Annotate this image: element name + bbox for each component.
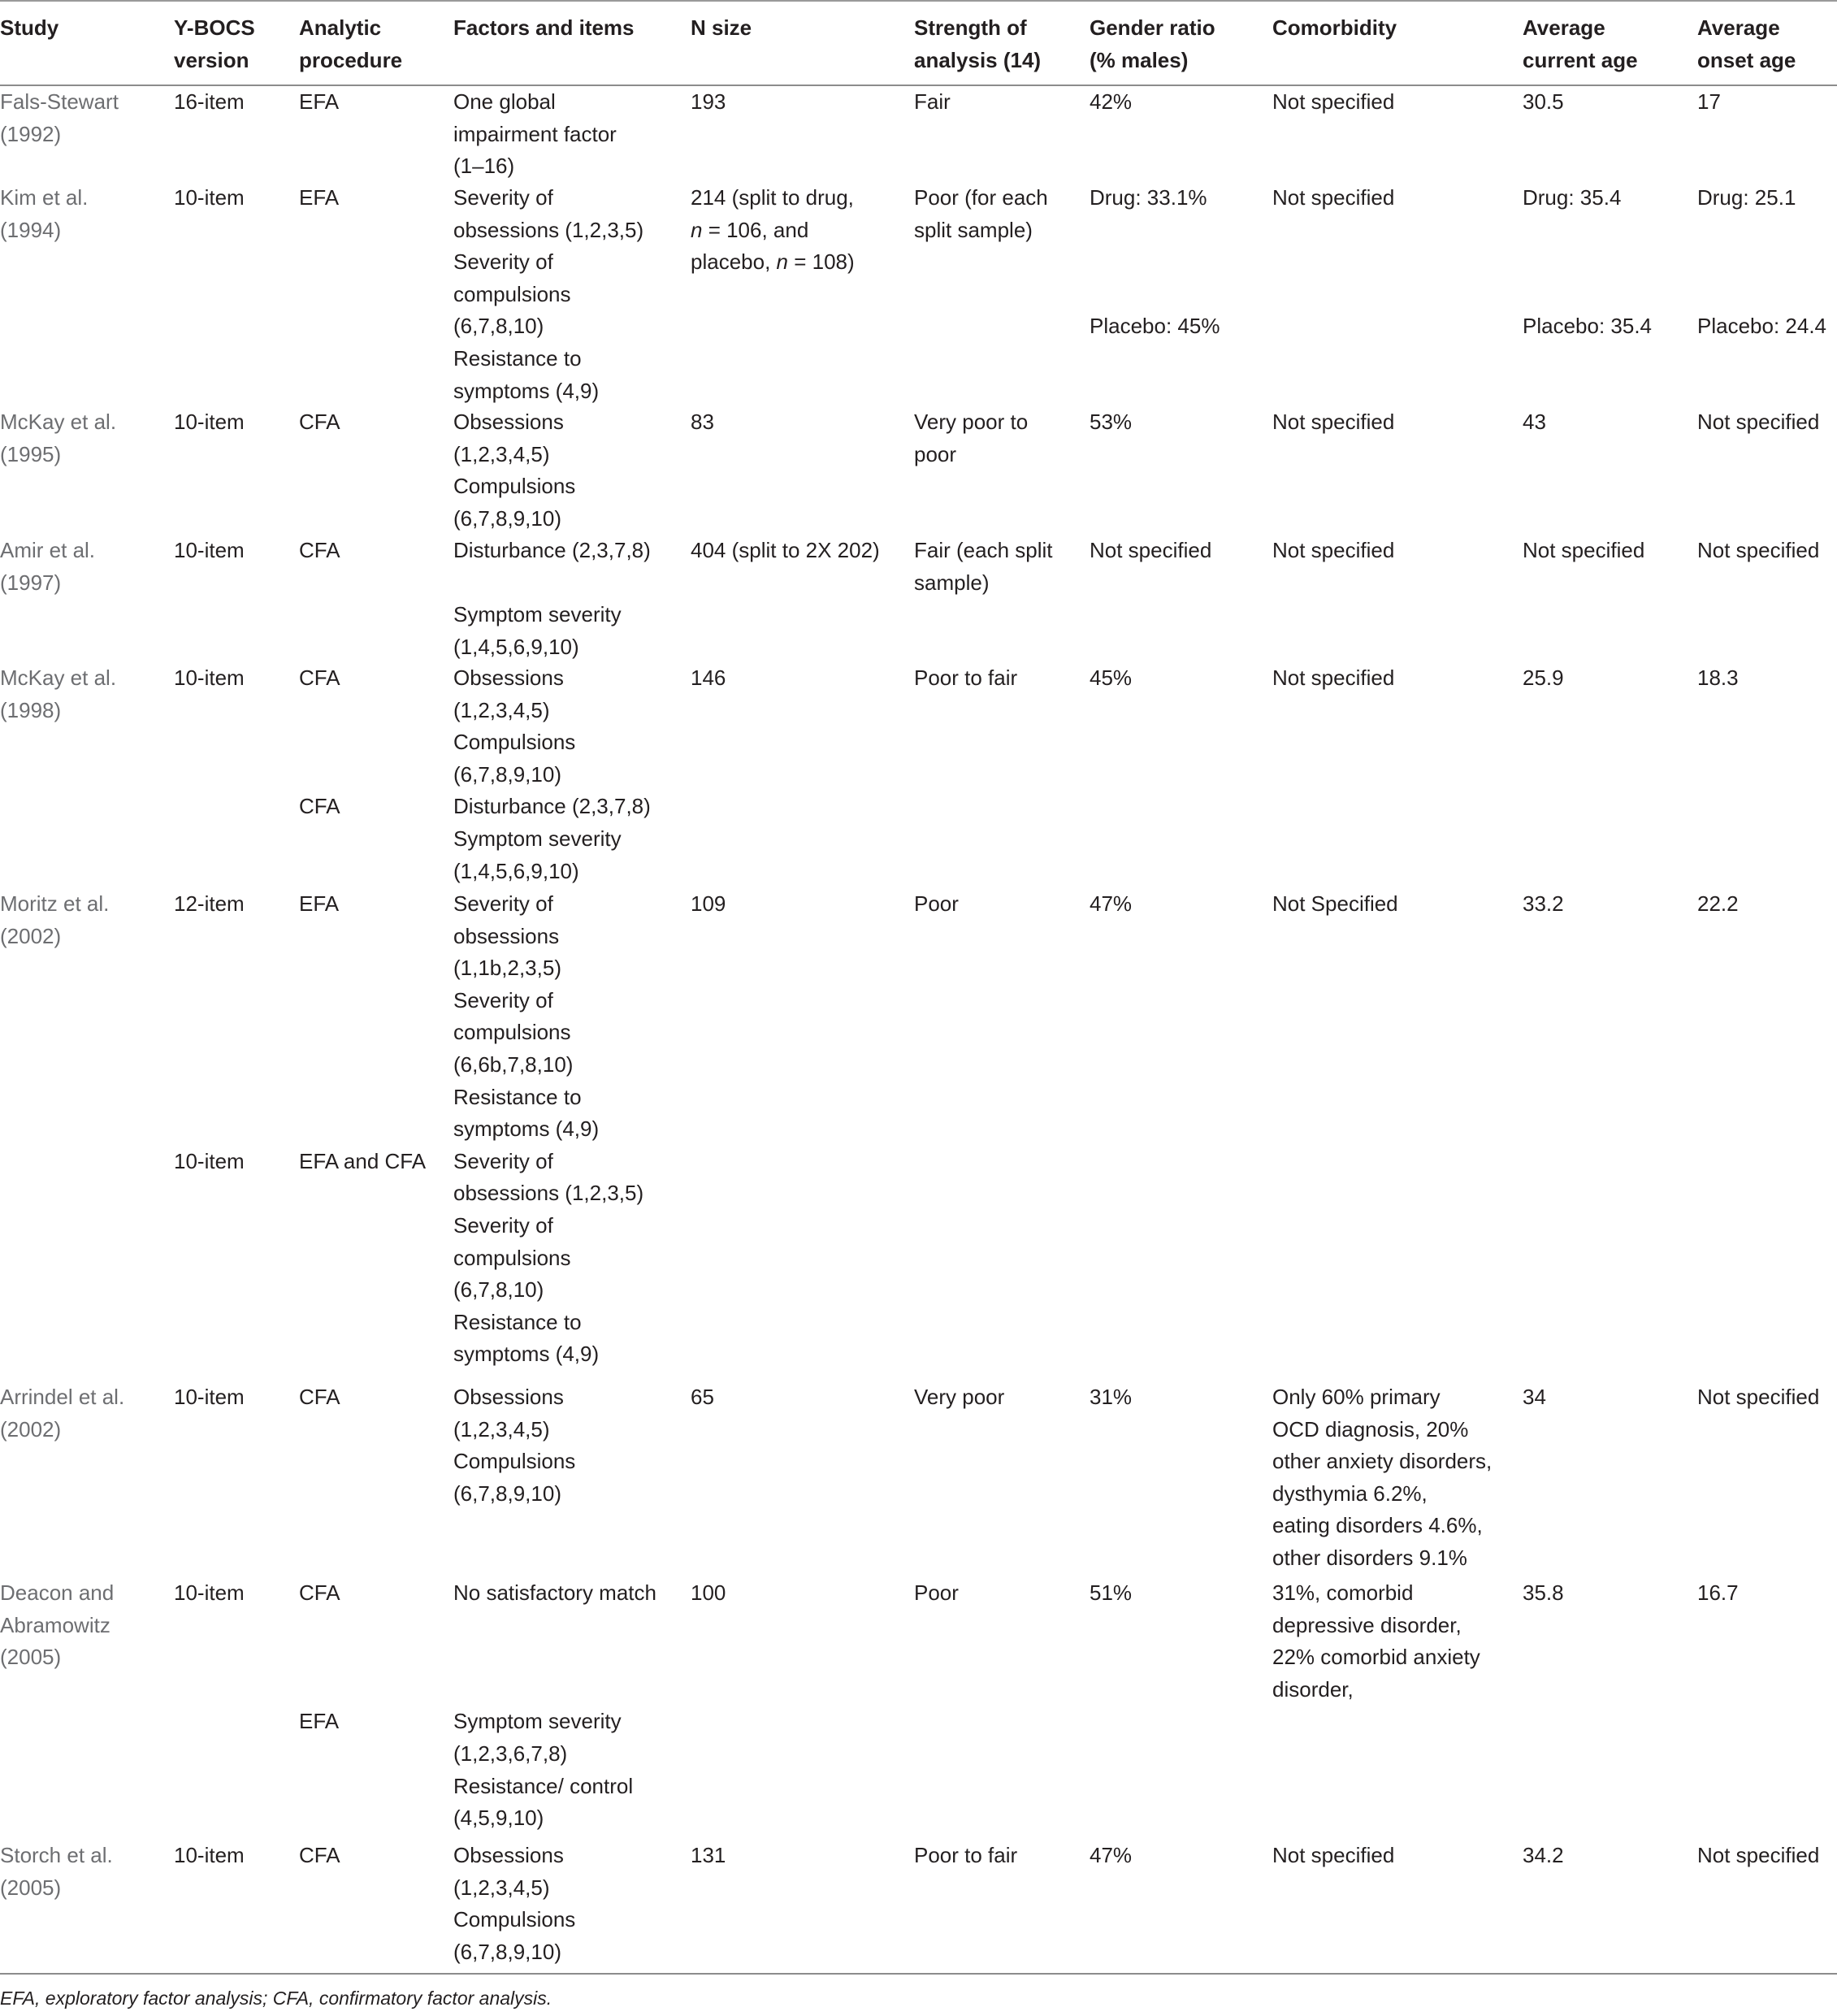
cell-analytic-procedure [299,662,340,695]
cell-line: Not specified [1272,185,1395,210]
cell-line: 42% [1090,89,1133,114]
cell-line: Symptom severity [453,826,622,851]
cell-line: EFA and CFA [299,1148,427,1173]
cell-line: other anxiety disorders, [1272,1449,1493,1474]
cell-line: symptoms (4,9) [453,1342,600,1367]
cell-line: 193 [691,89,726,114]
cell-strength [914,1577,959,1610]
cell-line: Kim et al. [0,185,89,210]
cell-line: (2005) [0,1875,62,1900]
cell-gender-ratio [1090,662,1132,695]
cell-line: (6,7,8,9,10) [453,1939,561,1964]
cell-strength [914,535,1053,599]
cell-line: Not specified [1697,538,1820,562]
header-current-age [1523,11,1638,76]
cell-line: 34 [1523,1385,1546,1409]
cell-line: Symptom severity [453,602,622,627]
header-ybocs-version [174,11,255,76]
cell-line: obsessions [453,923,560,948]
cell-line: Very poor to [914,410,1029,434]
cell-line: 34.2 [1523,1843,1564,1867]
cell-line: 146 [691,665,726,690]
header-line: procedure [299,48,403,72]
header-factors-items [453,11,635,44]
cell-line: (1,2,3,4,5) [453,441,550,466]
cell-current-age [1523,310,1652,343]
cell-analytic-procedure [299,1146,426,1178]
cell-line: CFA [299,410,340,434]
cell-line: Poor (for each [914,185,1048,210]
cell-comorbidity [1272,535,1394,567]
cell-line: compulsions [453,1020,571,1045]
cell-factors-items [453,1381,575,1510]
cell-n-size [691,182,855,279]
cell-n-size [691,535,880,567]
cell-line: 10-item [174,1580,245,1605]
cell-line: Obsessions [453,1843,564,1867]
cell-line: eating disorders 4.6%, [1272,1513,1483,1538]
cell-onset-age [1697,182,1796,215]
cell-line: Not specified [1272,538,1395,562]
cell-study [0,1840,113,1904]
cell-study [0,182,88,246]
cell-line: 65 [691,1385,714,1409]
cell-line: 10-item [174,665,245,690]
table-footnote: EFA, exploratory factor analysis; CFA, confirmatory factor analysis. [0,1988,552,2009]
cell-n-size [691,86,726,119]
cell-line: McKay et al. [0,410,117,434]
cell-line: CFA [299,1385,340,1409]
cell-factors-items [453,1577,656,1610]
header-study [0,11,58,44]
cell-line: Severity of [453,1148,553,1173]
cell-current-age [1523,662,1564,695]
cell-line: Amir et al. [0,538,96,562]
cell-factors-items [453,599,622,663]
cell-line: (1998) [0,697,62,722]
header-onset-age [1697,11,1796,76]
cell-line: Poor to fair [914,665,1018,690]
cell-line: (2002) [0,1416,62,1442]
cell-current-age [1523,1381,1546,1414]
cell-line: CFA [299,665,340,690]
cell-line: Poor [914,891,959,916]
cell-factors-items [453,1840,575,1968]
cell-line: Fair (each split [914,538,1053,562]
cell-analytic-procedure [299,535,340,567]
cell-line: Disturbance (2,3,7,8) [453,538,651,562]
cell-line: Not specified [1272,1843,1395,1867]
cell-line: Not specified [1697,410,1820,434]
cell-ybocs-version [174,1577,245,1610]
cell-line: Resistance to [453,1084,582,1109]
cell-line: Resistance to [453,1309,582,1334]
cell-factors-items [453,182,643,407]
table-top-rule [0,0,1837,2]
cell-n-size [691,1381,714,1414]
cell-study [0,406,116,470]
cell-line: 10-item [174,410,245,434]
cell-ybocs-version [174,182,245,215]
cell-current-age [1523,1577,1564,1610]
cell-gender-ratio [1090,1840,1132,1872]
cell-line: split sample) [914,217,1033,242]
cell-study [0,662,116,726]
cell-line: 10-item [174,1843,245,1867]
header-line: Gender ratio [1090,15,1215,40]
cell-gender-ratio [1090,406,1132,439]
cell-analytic-procedure [299,182,339,215]
cell-analytic-procedure [299,791,340,823]
cell-line: 10-item [174,185,245,210]
header-line: analysis (14) [914,48,1042,72]
cell-analytic-procedure [299,1577,340,1610]
cell-line: Deacon and [0,1580,115,1605]
cell-line: 16.7 [1697,1580,1739,1605]
cell-line: 43 [1523,410,1546,434]
header-line: (% males) [1090,48,1189,72]
cell-onset-age [1697,888,1739,921]
cell-ybocs-version [174,406,245,439]
header-line: Average [1523,15,1605,40]
cell-comorbidity [1272,1381,1492,1575]
cell-line: 16-item [174,89,245,114]
cell-line: 47% [1090,891,1133,916]
cell-line: symptoms (4,9) [453,378,600,403]
cell-line: (6,7,8,9,10) [453,1481,561,1506]
cell-gender-ratio [1090,182,1207,215]
header-line: onset age [1697,48,1796,72]
cell-line: 33.2 [1523,891,1564,916]
cell-analytic-procedure [299,1706,339,1738]
cell-comorbidity [1272,86,1394,119]
cell-ybocs-version [174,1381,245,1414]
cell-n-size [691,1840,726,1872]
header-line: Strength of [914,15,1027,40]
cell-gender-ratio [1090,310,1220,343]
cell-line: 30.5 [1523,89,1564,114]
cell-line: dysthymia 6.2%, [1272,1481,1428,1506]
cell-factors-items [453,662,575,791]
cell-line: 25.9 [1523,665,1564,690]
cell-line: Placebo: 35.4 [1523,314,1653,339]
cell-n-size [691,1577,726,1610]
header-line: N size [691,15,752,40]
cell-current-age [1523,406,1546,439]
header-line: Factors and items [453,15,635,40]
cell-line: n = 106, and [691,217,809,242]
cell-n-size [691,406,714,439]
cell-line: (1,2,3,4,5) [453,697,550,722]
cell-line: Disturbance (2,3,7,8) [453,794,651,819]
cell-line: Severity of [453,185,553,210]
cell-strength [914,888,959,921]
cell-strength [914,1381,1004,1414]
cell-line: 100 [691,1580,726,1605]
cell-line: (1997) [0,570,62,595]
header-line: current age [1523,48,1638,72]
header-comorbidity [1272,11,1397,44]
cell-line: 17 [1697,89,1721,114]
cell-line: Storch et al. [0,1843,113,1867]
cell-line: Severity of [453,1212,553,1238]
cell-onset-age [1697,406,1819,439]
header-gender-ratio [1090,11,1215,76]
cell-line: Not specified [1697,1843,1820,1867]
cell-line: 214 (split to drug, [691,185,854,210]
cell-analytic-procedure [299,1381,340,1414]
cell-current-age [1523,1840,1564,1872]
cell-line: (1,2,3,4,5) [453,1875,550,1900]
cell-comorbidity [1272,1577,1480,1706]
table-bottom-rule [0,1973,1837,1975]
cell-ybocs-version [174,535,245,567]
cell-line: 404 (split to 2X 202) [691,538,880,562]
cell-line: McKay et al. [0,665,117,690]
cell-current-age [1523,535,1644,567]
cell-line: EFA [299,89,340,114]
cell-ybocs-version [174,1146,245,1178]
cell-onset-age [1697,662,1739,695]
cell-line: Severity of [453,891,553,916]
cell-line: placebo, n = 108) [691,249,855,275]
cell-study [0,1577,114,1674]
cell-line: Very poor [914,1385,1005,1409]
cell-line: impairment factor [453,121,617,146]
cell-onset-age [1697,535,1819,567]
cell-line: Obsessions [453,1385,564,1409]
cell-line: 10-item [174,1148,245,1173]
cell-line: 47% [1090,1843,1133,1867]
cell-line: 22.2 [1697,891,1739,916]
cell-line: CFA [299,1843,340,1867]
cell-line: disorder, [1272,1676,1354,1702]
cell-line: (6,7,8,9,10) [453,761,561,787]
cell-line: Severity of [453,987,553,1012]
header-n-size [691,11,752,44]
cell-strength [914,662,1017,695]
cell-comorbidity [1272,888,1398,921]
cell-line: (4,5,9,10) [453,1806,544,1831]
cell-line: Not Specified [1272,891,1398,916]
cell-line: Only 60% primary [1272,1385,1441,1409]
cell-comorbidity [1272,406,1394,439]
cell-comorbidity [1272,662,1394,695]
cell-line: Symptom severity [453,1709,622,1734]
cell-factors-items [453,791,651,887]
variable-n: n [776,249,788,275]
cell-line: 131 [691,1843,726,1867]
cell-line: Abramowitz [0,1612,110,1637]
cell-line: Drug: 33.1% [1090,185,1207,210]
cell-ybocs-version [174,86,245,119]
cell-line: Not specified [1523,538,1645,562]
cell-line: Obsessions [453,665,564,690]
cell-n-size [691,662,726,695]
cell-line: 45% [1090,665,1133,690]
cell-line: obsessions (1,2,3,5) [453,217,644,242]
cell-factors-items [453,86,617,183]
cell-line: CFA [299,538,340,562]
cell-line: other disorders 9.1% [1272,1545,1467,1570]
cell-onset-age [1697,86,1721,119]
cell-line: Placebo: 45% [1090,314,1220,339]
cell-line: CFA [299,794,340,819]
cell-factors-items [453,535,651,567]
cell-line: 31% [1090,1385,1133,1409]
cell-strength [914,1840,1017,1872]
cell-line: Poor [914,1580,959,1605]
cell-line: sample) [914,570,990,595]
cell-line: Severity of [453,249,553,275]
cell-line: (1995) [0,441,62,466]
cell-factors-items [453,888,599,1146]
cell-line: No satisfactory match [453,1580,656,1605]
cell-line: (6,7,8,10) [453,1277,544,1303]
cell-onset-age [1697,310,1826,343]
cell-line: One global [453,89,556,114]
cell-study [0,1381,124,1446]
cell-analytic-procedure [299,1840,340,1872]
cell-line: Drug: 25.1 [1697,185,1796,210]
cell-strength [914,86,951,119]
cell-line: (6,7,8,10) [453,314,544,339]
cell-line: Fals-Stewart [0,89,119,114]
cell-factors-items [453,1706,633,1834]
cell-line: EFA [299,891,340,916]
cell-line: compulsions [453,1245,571,1270]
cell-line: OCD diagnosis, 20% [1272,1416,1469,1442]
cell-strength [914,406,1028,470]
cell-line: (1,1b,2,3,5) [453,956,561,981]
cell-line: 10-item [174,538,245,562]
cell-gender-ratio [1090,1381,1132,1414]
cell-line: 109 [691,891,726,916]
cell-onset-age [1697,1381,1819,1414]
cell-line: 83 [691,410,714,434]
cell-analytic-procedure [299,888,339,921]
cell-line: 35.8 [1523,1580,1564,1605]
cell-onset-age [1697,1577,1739,1610]
cell-line: Placebo: 24.4 [1697,314,1827,339]
cell-line: Not specified [1272,89,1395,114]
cell-gender-ratio [1090,888,1132,921]
header-line: version [174,48,249,72]
cell-line: symptoms (4,9) [453,1116,600,1142]
cell-study [0,535,95,599]
cell-strength [914,182,1048,246]
cell-line: EFA [299,185,340,210]
cell-line: (1,2,3,4,5) [453,1416,550,1442]
header-strength [914,11,1041,76]
cell-gender-ratio [1090,535,1211,567]
cell-line: (1,4,5,6,9,10) [453,634,579,659]
header-line: Average [1697,15,1780,40]
cell-line: Arrindel et al. [0,1385,125,1409]
cell-line: Obsessions [453,410,564,434]
cell-line: 10-item [174,1385,245,1409]
cell-line: obsessions (1,2,3,5) [453,1181,644,1206]
cell-analytic-procedure [299,86,339,119]
cell-line: Moritz et al. [0,891,110,916]
cell-line: (6,6b,7,8,10) [453,1051,574,1077]
cell-factors-items [453,1146,643,1371]
header-line: Comorbidity [1272,15,1397,40]
cell-line: (1–16) [453,154,515,179]
cell-ybocs-version [174,662,245,695]
cell-line: compulsions [453,281,571,306]
cell-line: 51% [1090,1580,1133,1605]
cell-line: (1992) [0,121,62,146]
cell-line: Resistance/ control [453,1773,634,1798]
cell-factors-items [453,406,575,535]
header-line: Study [0,15,59,40]
cell-line: (6,7,8,9,10) [453,505,561,531]
cell-study [0,86,119,150]
cell-current-age [1523,86,1564,119]
cell-line: Not specified [1272,410,1395,434]
cell-line: Compulsions [453,1907,576,1932]
cell-line: 12-item [174,891,245,916]
cell-comorbidity [1272,182,1394,215]
cell-line: (2005) [0,1645,62,1670]
cell-study [0,888,109,952]
cell-line: depressive disorder, [1272,1612,1462,1637]
header-analytic-procedure [299,11,402,76]
cell-n-size [691,888,726,921]
cell-analytic-procedure [299,406,340,439]
cell-line: (1994) [0,217,62,242]
cell-line: Compulsions [453,730,576,755]
cell-line: Fair [914,89,951,114]
header-line: Analytic [299,15,382,40]
cell-line: (1,2,3,6,7,8) [453,1741,568,1766]
cell-line: poor [914,441,957,466]
cell-line: 31%, comorbid [1272,1580,1414,1605]
cell-line: (1,4,5,6,9,10) [453,858,579,883]
cell-line: Not specified [1697,1385,1820,1409]
cell-line: Not specified [1272,665,1395,690]
variable-n: n [691,217,703,242]
cell-comorbidity [1272,1840,1394,1872]
cell-line: Not specified [1090,538,1212,562]
cell-line: (2002) [0,923,62,948]
cell-line: Compulsions [453,474,576,499]
cell-line: 53% [1090,410,1133,434]
header-line: Y-BOCS [174,15,255,40]
cell-onset-age [1697,1840,1819,1872]
cell-gender-ratio [1090,86,1132,119]
cell-ybocs-version [174,888,245,921]
cell-line: 18.3 [1697,665,1739,690]
cell-gender-ratio [1090,1577,1132,1610]
cell-line: 22% comorbid anxiety [1272,1645,1480,1670]
cell-line: Poor to fair [914,1843,1018,1867]
cell-line: CFA [299,1580,340,1605]
cell-line: Drug: 35.4 [1523,185,1622,210]
cell-line: EFA [299,1709,340,1734]
cell-line: Resistance to [453,345,582,371]
cell-current-age [1523,182,1621,215]
cell-line: Compulsions [453,1449,576,1474]
cell-ybocs-version [174,1840,245,1872]
cell-current-age [1523,888,1564,921]
